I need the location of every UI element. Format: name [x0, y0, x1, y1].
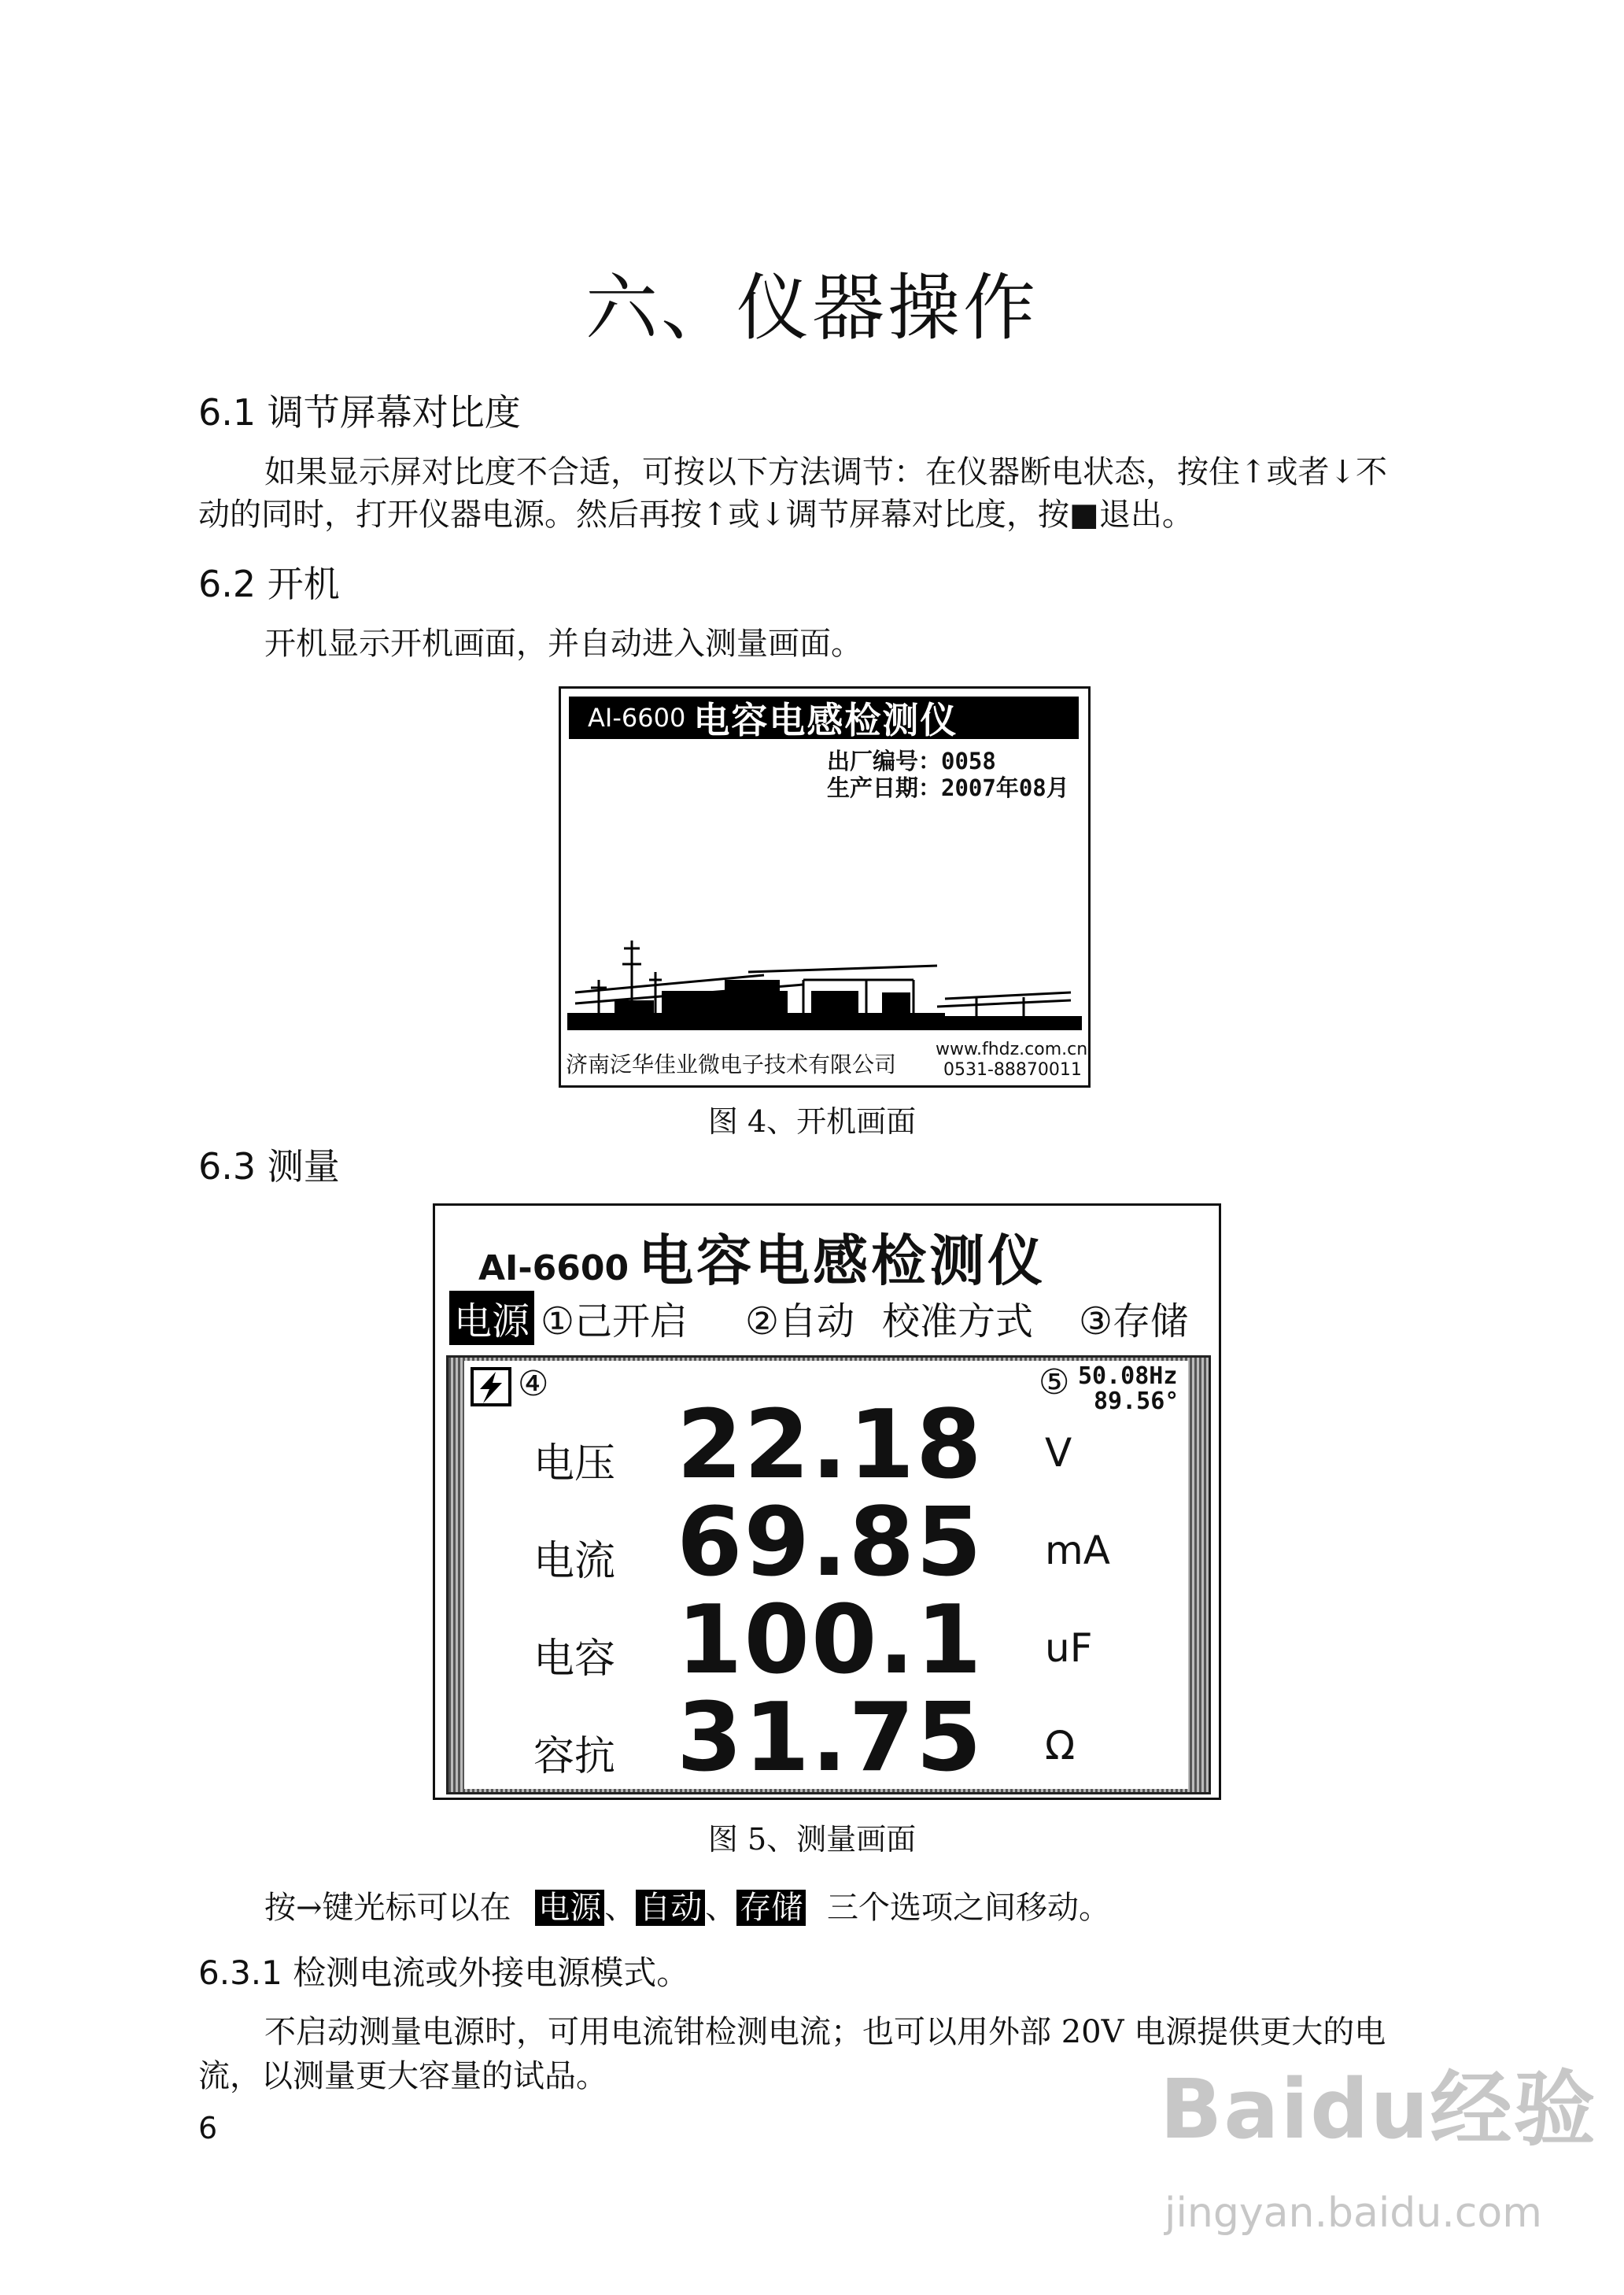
- reactance-value: 31.75: [677, 1683, 984, 1793]
- menu-power-status: ①己开启: [541, 1299, 688, 1343]
- section-title: 开机: [267, 563, 340, 605]
- marker-4: ④: [518, 1364, 549, 1404]
- readout-area: [464, 1361, 1188, 1793]
- cursor-text-pre: 按→键光标可以在: [264, 1890, 511, 1926]
- lightning-icon: [471, 1367, 511, 1406]
- menu-auto[interactable]: ②自动: [745, 1299, 855, 1343]
- section-title: 测量: [267, 1145, 340, 1188]
- section-number: 6.3.1: [198, 1953, 282, 1992]
- option-store: 存储: [736, 1890, 806, 1926]
- voltage-label: 电压: [533, 1440, 616, 1488]
- menu-store[interactable]: ③存储: [1079, 1299, 1189, 1343]
- readout-panel: [446, 1355, 1211, 1794]
- watermark-brand: Baidu经验: [1160, 2061, 1597, 2157]
- marker-5: ⑤: [1039, 1362, 1070, 1402]
- capacitance-value: 100.1: [677, 1586, 984, 1695]
- voltage-value: 22.18: [677, 1391, 984, 1500]
- boot-company: 济南泛华佳业微电子技术有限公司: [566, 1051, 897, 1077]
- section-number: 6.2: [198, 563, 257, 605]
- paragraph-line: 如果显示屏对比度不合适，可按以下方法调节：在仪器断电状态，按住↑或者↓不: [264, 454, 1388, 490]
- figure-5-caption: 图 5、测量画面: [707, 1822, 917, 1857]
- capacitance-unit: uF: [1045, 1625, 1093, 1671]
- section-title: 检测电流或外接电源模式。: [293, 1953, 690, 1992]
- meas-model: AI-6600: [478, 1248, 629, 1288]
- page-number: 6: [198, 2111, 218, 2145]
- section-6-1-heading: [198, 384, 521, 436]
- figure-4-caption: 图 4、开机画面: [707, 1104, 917, 1139]
- page-title: 六、仪器操作: [585, 266, 1039, 350]
- reactance-unit: Ω: [1045, 1723, 1076, 1768]
- separator: 、: [604, 1890, 637, 1926]
- meas-header: [478, 1217, 1046, 1296]
- paragraph-line: 动的同时，打开仪器电源。然后再按↑或↓调节屏幕对比度，按■退出。: [198, 497, 1194, 533]
- option-power: 电源: [535, 1890, 604, 1926]
- section-6-3-heading: [198, 1138, 340, 1190]
- paragraph-line: 不启动测量电源时，可用电流钳检测电流；也可以用外部 20V 电源提供更大的电: [264, 2014, 1386, 2050]
- section-6-2-heading: [198, 556, 340, 608]
- paragraph-line: 流，以测量更大容量的试品。: [198, 2058, 607, 2094]
- current-unit: mA: [1045, 1528, 1110, 1573]
- option-auto: 自动: [636, 1890, 705, 1926]
- boot-phone: 0531-88870011: [943, 1060, 1082, 1080]
- substation-illustration: [567, 925, 1082, 1043]
- capacitance-label: 电容: [533, 1635, 616, 1683]
- reactance-label: 容抗: [533, 1733, 616, 1780]
- section-number: 6.1: [198, 391, 257, 434]
- cursor-instruction: [264, 1881, 1110, 1935]
- voltage-unit: V: [1045, 1430, 1072, 1476]
- boot-title-bar: [569, 697, 1079, 739]
- meas-device-name: 电容电感检测仪: [638, 1229, 1046, 1293]
- boot-date: 生产日期：2007年08月: [827, 774, 1069, 801]
- menu-power[interactable]: 电源: [449, 1291, 534, 1345]
- boot-model: AI-6600: [588, 703, 686, 733]
- current-label: 电流: [533, 1538, 616, 1585]
- boot-website: www.fhdz.com.cn: [936, 1040, 1088, 1059]
- paragraph-line: 开机显示开机画面，并自动进入测量画面。: [264, 626, 862, 662]
- measurement-screen-figure: [433, 1203, 1221, 1800]
- section-number: 6.3: [198, 1145, 257, 1188]
- watermark-url: jingyan.baidu.com: [1164, 2190, 1542, 2237]
- menu-calibration-mode: 校准方式: [882, 1299, 1034, 1343]
- frequency-readout: 50.08Hz: [1078, 1362, 1178, 1390]
- cursor-text-post: 三个选项之间移动。: [826, 1890, 1110, 1926]
- section-title: 调节屏幕对比度: [267, 391, 521, 434]
- boot-device-name: 电容电感检测仪: [693, 699, 958, 741]
- current-value: 69.85: [677, 1488, 984, 1598]
- section-6-3-1-heading: [198, 1947, 689, 1994]
- boot-screen-figure: [559, 686, 1091, 1088]
- boot-footer: [561, 1038, 1088, 1085]
- boot-serial: 出厂编号：0058: [827, 748, 996, 774]
- separator: 、: [705, 1890, 737, 1926]
- phase-angle-readout: 89.56°: [1094, 1388, 1179, 1415]
